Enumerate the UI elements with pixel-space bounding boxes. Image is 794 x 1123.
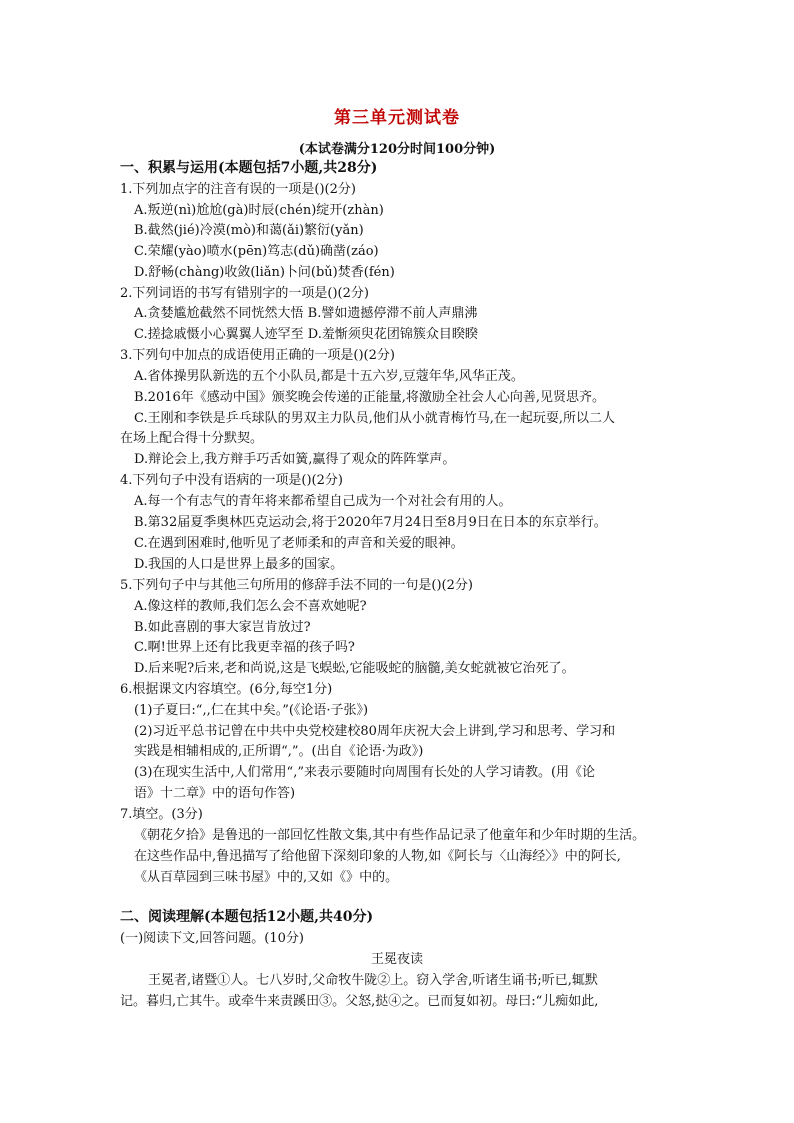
option-a: A.叛逆(nì)尬尬(gà)时辰(chén)绽开(zhàn): [134, 203, 384, 218]
option-a: A.像这样的教师,我们怎么会不喜欢她呢?: [134, 599, 367, 614]
fill-item-2: (2)习近平总书记曾在中共中央党校建校80周年庆祝大会上讲到,学习和思考、学习和: [134, 724, 616, 739]
reading-intro: (一)阅读下文,回答问题。(10分): [120, 931, 304, 946]
option-c-continued: 在场上配合得十分默契。: [120, 431, 264, 446]
exam-title: 第三单元测试卷: [334, 108, 460, 128]
fill-item-1: (1)子夏曰:“,,仁在其中矣。”(《论语·子张》): [134, 703, 369, 718]
question-stem: 7.填空。(3分): [120, 807, 203, 822]
option-a: A.省体操男队新选的五个小队员,都是十五六岁,豆蔻年华,风华正茂。: [134, 369, 524, 384]
option-b: B.如此喜剧的事大家岂肯放过?: [134, 620, 311, 635]
question-stem: 5.下列句子中与其他三句所用的修辞手法不同的一句是()(2分): [120, 578, 473, 593]
options-cd: C.搓捻戚慑小心翼翼人迹罕至 D.羞惭须臾花团锦簇众目睽睽: [134, 327, 478, 342]
question-stem: 6.根据课文内容填空。(6分,每空1分): [120, 682, 333, 697]
exam-subtitle: (本试卷满分120分时间100分钟): [298, 142, 496, 157]
option-c: C.在遇到困难时,他听见了老师柔和的声音和关爱的眼神。: [134, 536, 464, 551]
option-c: C.啊!世界上还有比我更幸福的孩子吗?: [134, 640, 355, 655]
option-b: B.截然(jié)冷漠(mò)和蔼(ǎi)繁衍(yǎn): [134, 223, 364, 238]
question-stem: 3.下列句中加点的成语使用正确的一项是()(2分): [120, 348, 395, 363]
option-b: B.第32届夏季奥林匹克运动会,将于2020年7月24日至8月9日在日本的东京举行。: [134, 515, 607, 530]
option-d: D.后来呢?后来,老和尚说,这是飞蜈蚣,它能吸蛇的脑髓,美女蛇就被它治死了。: [134, 661, 575, 676]
options-ab: A.贪婪尴尬截然不同恍然大悟 B.譬如遗撼停滞不前人声鼎沸: [134, 306, 478, 321]
question-stem: 4.下列句子中没有语病的一项是()(2分): [120, 473, 343, 488]
question-stem: 2.下列词语的书写有错别字的一项是()(2分): [120, 286, 369, 301]
question-stem: 1.下列加点字的注音有误的一项是()(2分): [120, 182, 356, 197]
section-heading: 一、积累与运用(本题包括7小题,共28分): [120, 160, 378, 176]
passage-title: 王冕夜读: [370, 952, 423, 967]
fill-text-line: 在这些作品中,鲁迅描写了给他留下深刻印象的人物,如《阿长与〈山海经〉》中的阿长,: [134, 849, 621, 864]
fill-item-3-continued: 语》十二章》中的语句作答): [134, 786, 296, 801]
fill-text-line: 《从百草园到三味书屋》中的,又如《》中的。: [134, 870, 399, 885]
option-d: D.辩论会上,我方辩手巧舌如簧,赢得了观众的阵阵掌声。: [134, 452, 456, 467]
fill-text-line: 《朝花夕拾》是鲁迅的一部回忆性散文集,其中有些作品记录了他童年和少年时期的生活。: [134, 828, 646, 843]
fill-item-3: (3)在现实生活中,人们常用“,”来表示要随时向周围有长处的人学习请教。(用《论: [134, 765, 596, 780]
fill-item-2-continued: 实践是相辅相成的,正所谓“,”。(出自《论语·为政》): [134, 744, 424, 759]
option-d: D.舒畅(chàng)收敛(liǎn)卜问(bǔ)焚香(fén): [134, 265, 395, 280]
option-a: A.每一个有志气的青年将来都希望自己成为一个对社会有用的人。: [134, 494, 512, 509]
option-c: C.王刚和李铁是乒乓球队的男双主力队员,他们从小就青梅竹马,在一起玩耍,所以二人: [134, 411, 616, 426]
passage-line: 王冕者,诸暨①人。七八岁时,父命牧牛陇②上。窃入学舍,听诸生诵书;听已,辄默: [148, 973, 598, 988]
section-heading: 二、阅读理解(本题包括12小题,共40分): [120, 909, 374, 925]
passage-line: 记。暮归,亡其牛。或牵牛来责蹊田③。父怒,挞④之。已而复如初。母曰:“儿痴如此,: [120, 994, 599, 1009]
option-b: B.2016年《感动中国》颁奖晚会传递的正能量,将激励全社会人心向善,见贤思齐。: [134, 390, 606, 405]
option-c: C.荣耀(yào)喷水(pēn)笃志(dǔ)确凿(záo): [134, 244, 379, 259]
option-d: D.我国的人口是世界上最多的国家。: [134, 557, 344, 572]
